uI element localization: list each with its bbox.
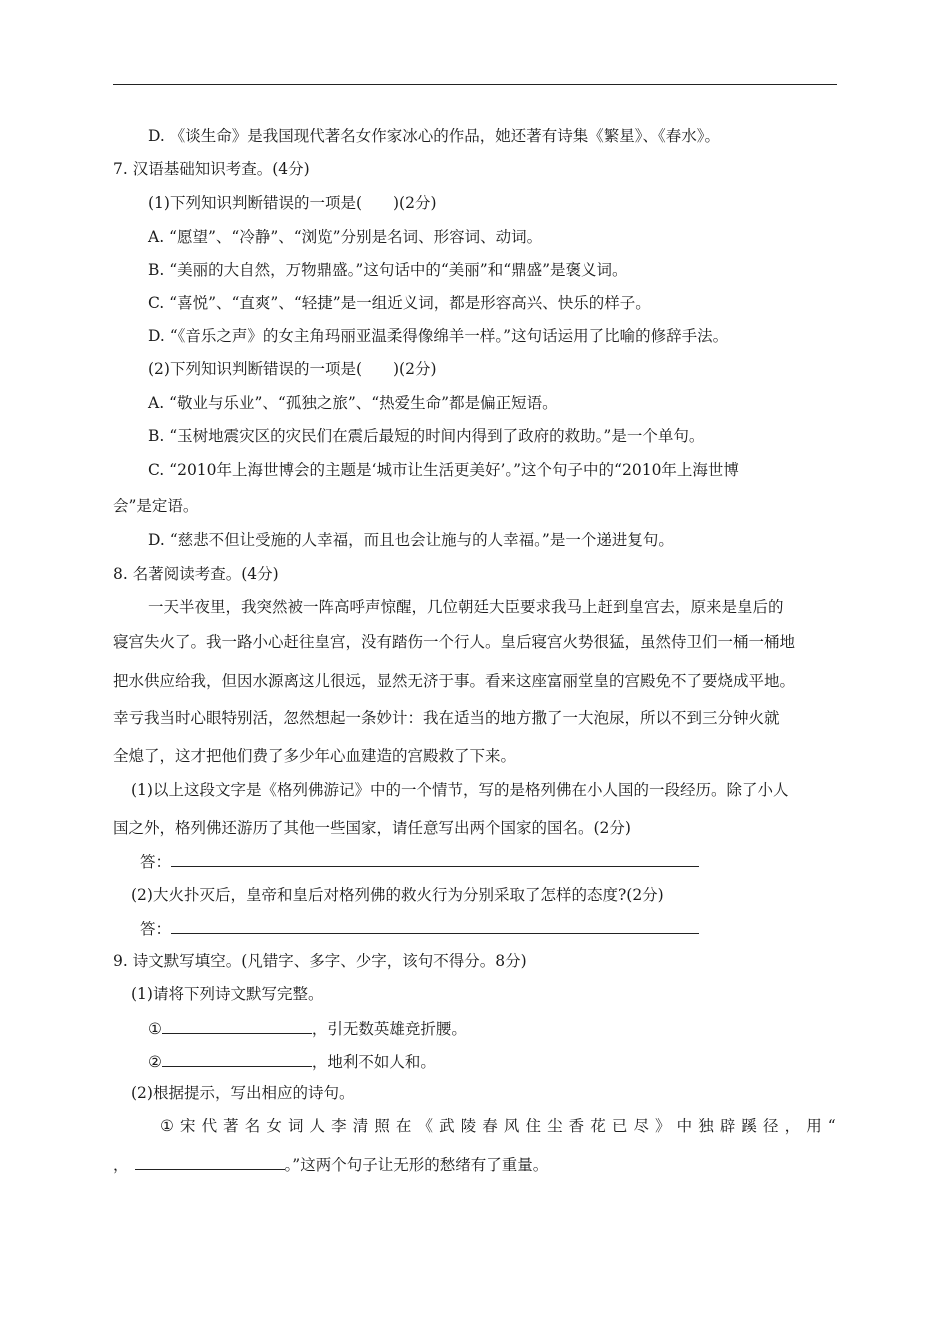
item3-char: 陵 [460,1117,477,1135]
item3-char: 名 [244,1117,261,1135]
q8-passage-line: 全熄了，这才把他们费了多少年心血建造的宫殿救了下来。 [113,747,517,765]
q7-part2-stem: (2)下列知识判断错误的一项是( )(2分) [148,360,437,378]
answer-blank[interactable] [171,919,699,934]
q8-sub2: (2)大火扑灭后，皇帝和皇后对格列佛的救火行为分别采取了怎样的态度?(2分) [131,886,664,904]
item3-char: 辟 [719,1117,736,1135]
q7-part2-option-d: D. “慈悲不但让受施的人幸福，而且也会让施与的人幸福。”是一个递进复句。 [148,531,674,549]
item3-char: 在 [395,1117,412,1135]
q8-title: 8. 名著阅读考查。(4分) [113,565,279,583]
item3-char: 蹊 [741,1117,757,1135]
item3-char: 径 [763,1117,779,1135]
fill-blank[interactable] [162,1052,312,1067]
q9-part2-stem: (2)根据提示，写出相应的诗句。 [131,1084,355,1102]
item3-char: 花 [590,1117,606,1135]
q9-item-1 [148,1017,467,1039]
q8-sub1-line: 国之外，格列佛还游历了其他一些国家，请任意写出两个国家的国名。(2分) [113,819,631,837]
q7-part1-option-c: C. “喜悦”、“直爽”、“轻捷”是一组近义词，都是形容高兴、快乐的样子。 [148,294,651,312]
item3-char: 照 [374,1117,390,1135]
answer-label: 答： [140,920,172,938]
q7-title: 7. 汉语基础知识考查。(4分) [113,160,310,178]
q9-item-3-line [160,1116,836,1136]
item-comma: ， [113,1156,129,1174]
item3-char: 著 [223,1117,239,1135]
item3-char: 代 [201,1117,218,1135]
q9-title: 9. 诗文默写填空。(凡错字、多字、少字，该句不得分。8分) [113,952,527,970]
q7-part2-option-c-cont: 会”是定语。 [113,497,199,515]
item3-char: 《 [417,1117,434,1135]
q7-part2-option-a: A. “敬业与乐业”、“孤独之旅”、“热爱生命”都是偏正短语。 [148,394,558,412]
item-text: ，引无数英雄竞折腰。 [311,1020,467,1038]
header-rule [113,84,837,85]
q8-sub1-line: (1)以上这段文字是《格列佛游记》中的一个情节，写的是格列佛在小人国的一段经历。除了小人 [131,781,789,799]
item3-char: 尘 [547,1117,563,1135]
item3-char: 》 [655,1117,671,1135]
item3-char: “ [827,1117,836,1135]
item-number: ② [148,1053,162,1071]
item3-char: 中 [676,1117,693,1135]
item3-char: 独 [698,1117,714,1135]
item3-char: 女 [266,1117,282,1135]
item3-char: 用 [806,1117,822,1135]
answer-blank[interactable] [171,852,699,867]
q8-passage-line: 寝宫失火了。我一路小心赶往皇宫，没有踏伤一个行人。皇后寝宫火势很猛，虽然侍卫们一桶一桶地 [113,633,796,651]
fill-blank[interactable] [135,1155,285,1170]
item3-char: 清 [352,1117,369,1135]
item-text: ，地利不如人和。 [311,1053,436,1071]
q7-part1-option-b: B. “美丽的大自然，万物鼎盛。”这句话中的“美丽”和“鼎盛”是褒义词。 [148,261,628,279]
q9-item-2 [148,1050,436,1072]
item3-char: 宋 [179,1117,196,1135]
q8-answer-row-2 [140,917,699,939]
item3-char: 已 [611,1117,628,1135]
q7-part1-option-a: A. “愿望”、“冷静”、“浏览”分别是名词、形容词、动词。 [148,228,543,246]
item3-char: ① [160,1117,174,1135]
item3-char: 人 [309,1117,326,1135]
item-number: ① [148,1020,162,1038]
q8-passage-line: 幸亏我当时心眼特别活，忽然想起一条妙计：我在适当的地方撒了一大泡尿，所以不到三分钟火就 [113,709,780,727]
q7-part1-option-d: D. “《音乐之声》的女主角玛丽亚温柔得像绵羊一样。”这句话运用了比喻的修辞手法。 [148,327,729,345]
item3-char: 词 [287,1117,304,1135]
item3-char: 武 [439,1117,455,1135]
q8-passage-line: 一天半夜里，我突然被一阵高呼声惊醒，几位朝廷大臣要求我马上赶到皇宫去，原来是皇后的 [148,598,784,616]
q8-passage-line: 把水供应给我，但因水源离这儿很远，显然无济于事。看来这座富丽堂皇的宫殿免不了要烧成平地。 [113,672,796,690]
q6-option-d: D. 《谈生命》是我国现代著名女作家冰心的作品，她还著有诗集《繁星》、《春水》。 [148,127,720,145]
q7-part2-option-b: B. “玉树地震灾区的灾民们在震后最短的时间内得到了政府的救助。”是一个单句。 [148,427,705,445]
item3-char: 住 [525,1117,541,1135]
q7-part1-stem: (1)下列知识判断错误的一项是( )(2分) [148,194,437,212]
q9-part1-stem: (1)请将下列诗文默写完整。 [131,985,324,1003]
q8-answer-row-1 [140,850,699,872]
q9-item-3-continuation [113,1153,548,1175]
item3-char: 春 [482,1117,498,1135]
item3-char: 香 [568,1117,585,1135]
q7-part2-option-c: C. “2010年上海世博会的主题是‘城市让生活更美好’。”这个句子中的“2010年上海世博 [148,461,739,479]
fill-blank[interactable] [162,1019,312,1034]
item3-char: 尽 [633,1117,649,1135]
item-tail: 。”这两个句子让无形的愁绪有了重量。 [284,1156,549,1174]
item3-char: 李 [331,1117,347,1135]
item3-char: 风 [503,1117,520,1135]
answer-label: 答： [140,853,172,871]
item3-char: ， [784,1117,801,1135]
